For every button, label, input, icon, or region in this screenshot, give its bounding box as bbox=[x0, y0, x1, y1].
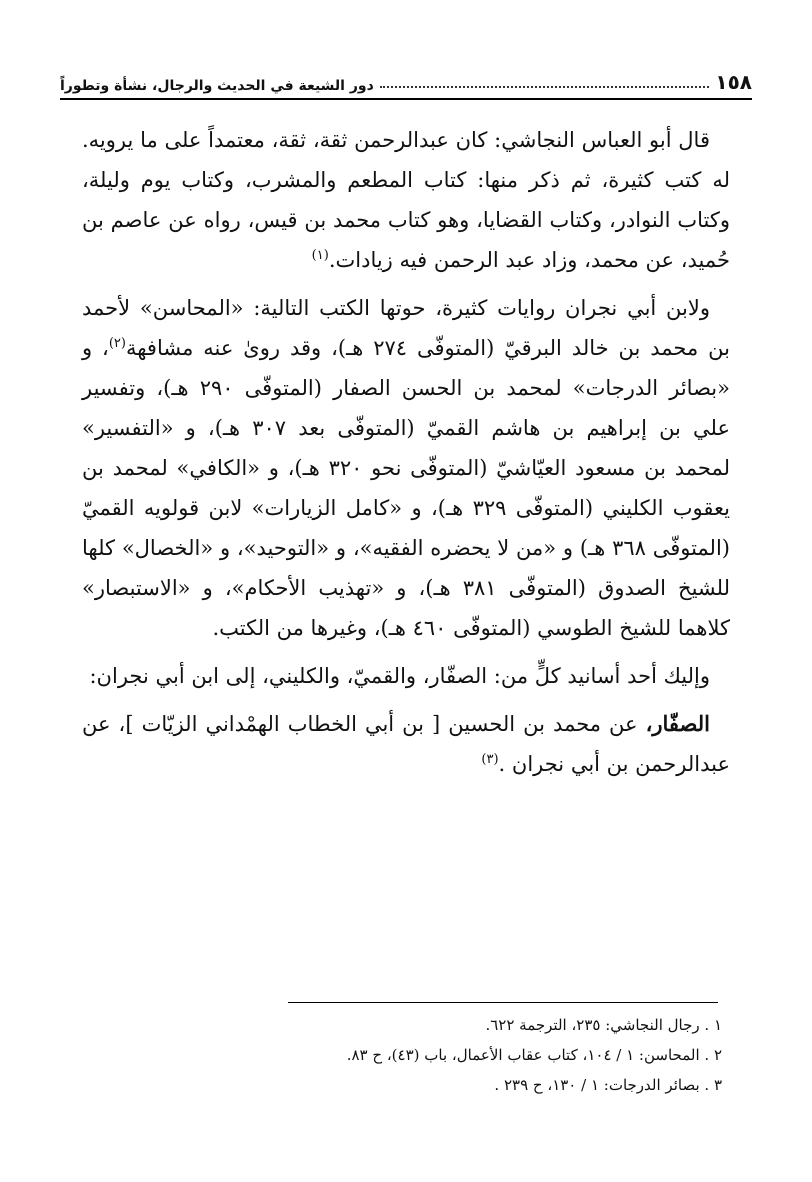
page-header bbox=[60, 58, 752, 94]
header-rule bbox=[60, 98, 752, 100]
footnote-ref: (٢) bbox=[108, 336, 126, 351]
header-dot-leader bbox=[380, 86, 710, 88]
page-number: ١٥٨ bbox=[715, 70, 752, 94]
footnote-rule bbox=[288, 1002, 718, 1003]
footnote: ٣ . بصائر الدرجات: ١ / ١٣٠، ح ٢٣٩ . bbox=[494, 1076, 722, 1094]
footnote-ref: (٣) bbox=[481, 752, 499, 767]
paragraph: الصفّار، عن محمد بن الحسين [ بن أبي الخطاب الهمْداني الزيّات ]، عن عبدالرحمن بن أبي نجران .$^{(٣)}$ bbox=[82, 711, 730, 776]
footnotes bbox=[82, 1010, 722, 1100]
paragraph: قال أبو العباس النجاشي: كان عبدالرحمن ثقة، ثقة، معتمداً على ما يرويه. له كتب كثيرة، ثم ذكر منها: كتاب المطعم والمشرب، وكتاب يوم وليلة، وكتاب النوادر، وكتاب القضايا، وهو كتاب محمد بن قيس، رواه عن عاصم بن حُميد، عن محمد، وزاد عبد الرحمن فيه زيادات.$^{(١)}$ bbox=[82, 128, 730, 272]
footnote: ٢ . المحاسن: ١ / ١٠٤، كتاب عقاب الأعمال، باب (٤٣)، ح ٨٣. bbox=[346, 1046, 722, 1064]
footnote: ١ . رجال النجاشي: ٢٣٥، الترجمة ٦٢٢. bbox=[485, 1016, 722, 1034]
running-title: دور الشيعة في الحديث والرجال، نشأة وتطوراً bbox=[60, 78, 374, 94]
main-text bbox=[82, 120, 730, 792]
paragraph: وإليك أحد أسانيد كلٍّ من: الصفّار، والقميّ، والكليني، إلى ابن أبي نجران: bbox=[89, 664, 710, 688]
footnote-ref: (١) bbox=[311, 248, 329, 263]
paragraph: ولابن أبي نجران روايات كثيرة، حوتها الكتب التالية: «المحاسن» لأحمد بن محمد بن خالد البرقيّ (المتوفّى ٢٧٤ هـ)، وقد روىٰ عنه مشافهة$^{(٢)}$، و «بصائر الدرجات» لمحمد بن الحسن الصفار (المتوفّى ٢٩٠ هـ)، وتفسير علي بن إبراهيم بن هاشم القميّ (المتوفّى بعد ٣٠٧ هـ)، و «التفسير» لمحمد بن مسعود العيّاشيّ (المتوفّى نحو ٣٢٠ هـ)، و «الكافي» لمحمد بن يعقوب الكليني (المتوفّى ٣٢٩ هـ)، و «كامل الزيارات» لابن قولويه القميّ (المتوفّى ٣٦٨ هـ) و «من لا يحضره الفقيه»، و «التوحيد»، و «الخصال» كلها للشيخ الصدوق (المتوفّى ٣٨١ هـ)، و «تهذيب الأحكام»، و «الاستبصار» كلاهما للشيخ الطوسي (المتوفّى ٤٦٠ هـ)، وغيرها من الكتب. bbox=[82, 296, 731, 640]
